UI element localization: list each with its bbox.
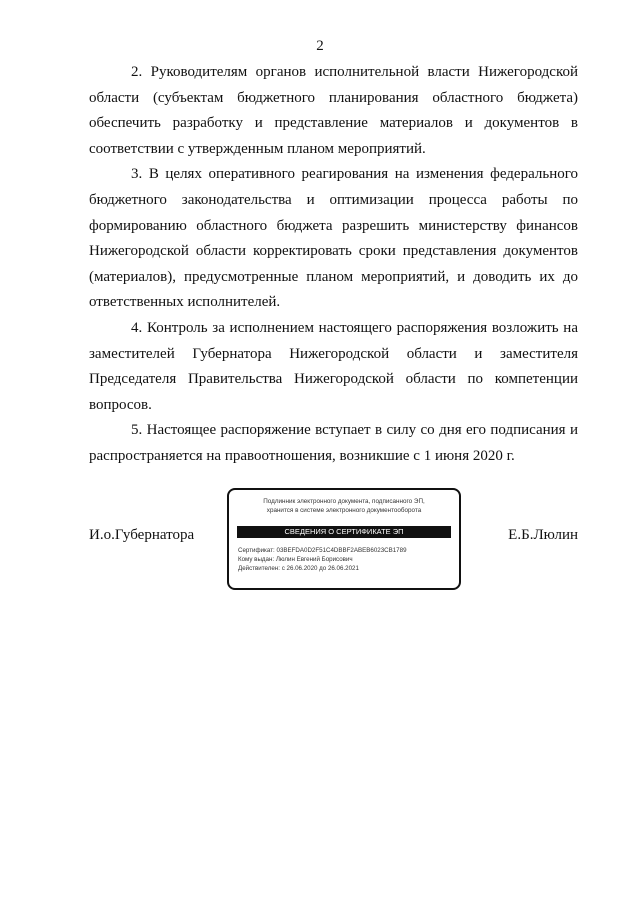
stamp-header-line-2: хранится в системе электронного документооборота <box>266 507 422 514</box>
certificate-label: Сертификат: <box>238 547 275 554</box>
signature-block <box>89 483 578 593</box>
validity-value: с 26.06.2020 до 26.06.2021 <box>281 565 359 572</box>
paragraph-5: 5. Настоящее распоряжение вступает в силу со дня его подписания и распространяется на правоотношения, возникшие с 1 июня 2020 г. <box>89 422 578 464</box>
validity-row <box>238 564 453 573</box>
certificate-value: 03BEFDA0D2F51C4DBBF2ABEB6023CB1789 <box>276 547 407 554</box>
document-body <box>89 60 578 470</box>
electronic-signature-stamp <box>227 488 461 590</box>
certificate-row <box>238 546 453 555</box>
paragraph-4: 4. Контроль за исполнением настоящего распоряжения возложить на заместителей Губернатора Нижегородской области и заместителя Председателя Правительства Нижегородской области по компетенции вопросов. <box>89 319 578 413</box>
validity-label: Действителен: <box>238 565 280 572</box>
stamp-header <box>229 497 459 515</box>
stamp-header-line-1: Подлинник электронного документа, подписанного ЭП, <box>263 498 425 505</box>
page-number: 2 <box>316 38 324 54</box>
issued-to-row <box>238 555 453 564</box>
paragraph-2: 2. Руководителям органов исполнительной власти Нижегородской области (субъектам бюджетного планирования областного бюджета) обеспечить разработку и представление материалов и документов в соответствии с утвержденным планом мероприятий. <box>89 64 578 157</box>
issued-to-value: Люлин Евгений Борисович <box>275 556 353 563</box>
signer-name: Е.Б.Люлин <box>508 527 578 543</box>
stamp-details <box>238 546 453 573</box>
signer-position: И.о.Губернатора <box>89 527 195 543</box>
stamp-banner: СВЕДЕНИЯ О СЕРТИФИКАТЕ ЭП <box>237 526 451 538</box>
paragraph-3: 3. В целях оперативного реагирования на изменения федерального бюджетного законодательства и оптимизации процесса работы по формированию областного бюджета разрешить министерству финансов Нижегородской области корректировать сроки представления документов (материалов), предусмотренные планом мероприятий, и доводить их до ответственных исполнителей. <box>89 166 578 311</box>
issued-to-label: Кому выдан: <box>238 556 275 563</box>
